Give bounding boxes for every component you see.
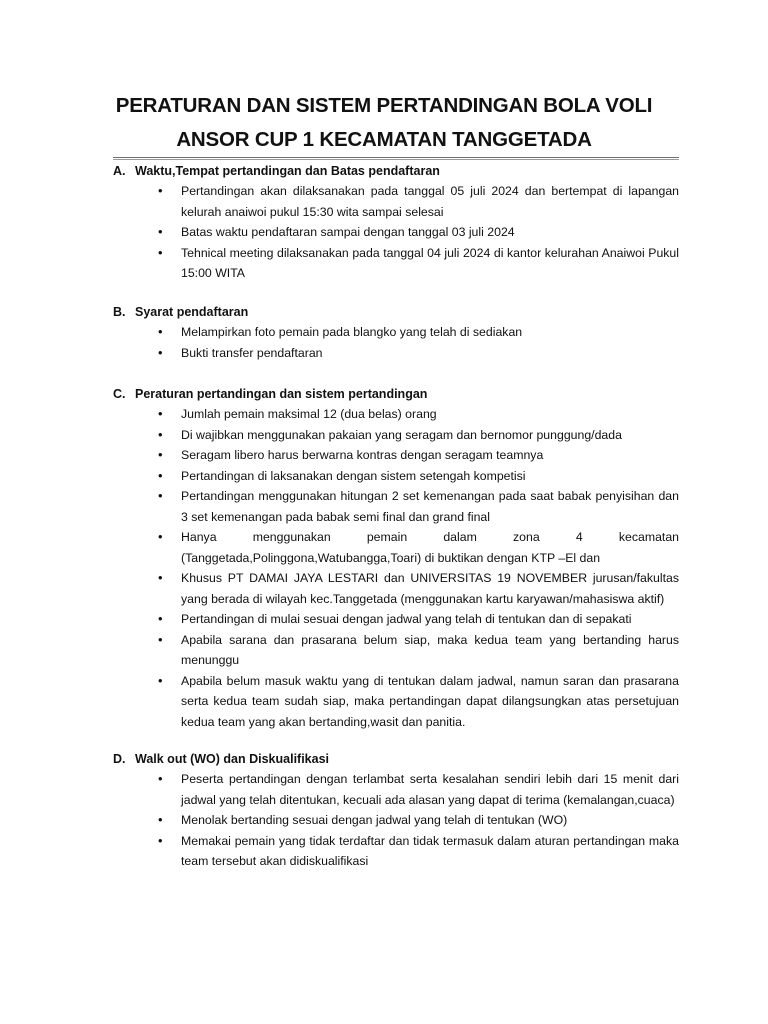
section-b bbox=[0, 302, 768, 363]
bullet-icon: • bbox=[158, 344, 163, 360]
bullet-icon: • bbox=[158, 447, 163, 462]
section-a bbox=[0, 161, 768, 284]
list-item bbox=[0, 404, 679, 425]
section-letter: C. bbox=[113, 387, 126, 401]
list-item-text: Pertandingan menggunakan hitungan 2 set kemenangan pada saat babak penyisihan dan 3 set kemenangan pada babak semi final dan grand final bbox=[181, 489, 679, 524]
list-item bbox=[0, 445, 679, 466]
list-item bbox=[0, 769, 679, 810]
list-item-text: Pertandingan di mulai sesuai dengan jadwal yang telah di tentukan dan di sepakati bbox=[181, 612, 632, 626]
bullet-icon: • bbox=[158, 324, 163, 339]
list-item bbox=[0, 425, 679, 446]
bullet-icon: • bbox=[158, 224, 163, 239]
list-item bbox=[0, 486, 679, 527]
section-d bbox=[0, 749, 768, 872]
bullet-icon: • bbox=[158, 529, 163, 544]
list-item bbox=[0, 810, 679, 831]
list-item-text: Tehnical meeting dilaksanakan pada tanggal 04 juli 2024 di kantor kelurahan Anaiwoi Pukul 15:00 WITA bbox=[181, 245, 679, 280]
list-item bbox=[0, 831, 679, 872]
bullet-icon: • bbox=[158, 406, 163, 421]
section-letter: A. bbox=[113, 164, 126, 178]
bullet-icon: • bbox=[158, 488, 163, 503]
list-item-text: Pertandingan akan dilaksanakan pada tanggal 05 juli 2024 dan bertempat di lapangan kelurah anaiwoi pukul 15:30 wita sampai selesai bbox=[181, 184, 679, 219]
list-item-text: Batas waktu pendaftaran sampai dengan tanggal 03 juli 2024 bbox=[181, 225, 515, 239]
list-item bbox=[0, 322, 679, 343]
section-list bbox=[0, 404, 768, 732]
list-item-text: Apabila sarana dan prasarana belum siap, maka kedua team yang bertanding harus menunggu bbox=[181, 632, 679, 667]
list-item bbox=[0, 671, 679, 733]
bullet-icon: • bbox=[158, 570, 163, 585]
section-letter: D. bbox=[113, 752, 126, 766]
list-item-text: Jumlah pemain maksimal 12 (dua belas) orang bbox=[181, 407, 437, 421]
bullet-icon: • bbox=[158, 832, 163, 848]
list-item-text: Melampirkan foto pemain pada blangko yang telah di sediakan bbox=[181, 325, 523, 339]
section-title: Peraturan pertandingan dan sistem pertandingan bbox=[135, 387, 428, 401]
list-item bbox=[0, 181, 679, 222]
section-title: Syarat pendaftaran bbox=[135, 305, 249, 319]
bullet-icon: • bbox=[158, 244, 163, 260]
section-heading bbox=[0, 384, 768, 404]
section-title: Walk out (WO) dan Diskualifikasi bbox=[135, 752, 330, 766]
list-item bbox=[0, 466, 679, 487]
section-heading bbox=[0, 161, 768, 181]
section-list bbox=[0, 181, 768, 284]
section-list bbox=[0, 322, 768, 363]
bullet-icon: • bbox=[158, 672, 163, 688]
list-item bbox=[0, 222, 679, 243]
list-item-text: Memakai pemain yang tidak terdaftar dan tidak termasuk dalam aturan pertandingan maka team tersebut akan didiskualifikasi bbox=[181, 833, 679, 868]
list-item bbox=[0, 630, 679, 671]
list-item bbox=[0, 568, 679, 609]
section-title: Waktu,Tempat pertandingan dan Batas pendaftaran bbox=[135, 164, 440, 178]
bullet-icon: • bbox=[158, 467, 163, 483]
list-item-text: Peserta pertandingan dengan terlambat serta kesalahan sendiri lebih dari 15 menit dari jadwal yang telah ditentukan, kecuali ada alasan yang dapat di terima (kemalangan,cuaca) bbox=[181, 772, 679, 807]
list-item bbox=[0, 527, 679, 568]
list-item-text: Bukti transfer pendaftaran bbox=[181, 345, 323, 360]
list-item-text: Khusus PT DAMAI JAYA LESTARI dan UNIVERSITAS 19 NOVEMBER jurusan/fakultas yang berada di wilayah kec.Tanggetada (menggunakan kartu karyawan/mahasiswa aktif) bbox=[181, 571, 679, 606]
section-heading bbox=[0, 302, 768, 322]
list-item-text: Hanya menggunakan pemain dalam zona 4 kecamatan (Tanggetada,Polinggona,Watubangga,Toari) di buktikan dengan KTP –El dan bbox=[181, 530, 679, 565]
list-item bbox=[0, 343, 679, 364]
bullet-icon: • bbox=[158, 812, 163, 827]
bullet-icon: • bbox=[158, 631, 163, 647]
section-heading bbox=[0, 749, 768, 769]
bullet-icon: • bbox=[158, 426, 163, 442]
list-item-text: Pertandingan di laksanakan dengan sistem setengah kompetisi bbox=[181, 468, 526, 483]
bullet-icon: • bbox=[158, 183, 163, 198]
list-item-text: Seragam libero harus berwarna kontras dengan seragam teamnya bbox=[181, 448, 544, 462]
list-item bbox=[0, 609, 679, 630]
bullet-icon: • bbox=[158, 771, 163, 786]
section-letter: B. bbox=[113, 305, 126, 319]
document-title-line-1: PERATURAN DAN SISTEM PERTANDINGAN BOLA VOLI bbox=[115, 94, 653, 117]
list-item bbox=[0, 243, 679, 284]
section-c bbox=[0, 384, 768, 732]
list-item-text: Apabila belum masuk waktu yang di tentukan dalam jadwal, namun saran dan prasarana serta kedua team sudah siap, maka pertandingan dapat dilangsungkan atas persetujuan kedua team yang akan bertanding,wasit dan panitia. bbox=[181, 673, 679, 729]
document-title-line-2: ANSOR CUP 1 KECAMATAN TANGGETADA bbox=[176, 128, 592, 151]
list-item-text: Menolak bertanding sesuai dengan jadwal yang telah di tentukan (WO) bbox=[181, 813, 568, 827]
title-divider bbox=[113, 157, 679, 160]
list-item-text: Di wajibkan menggunakan pakaian yang seragam dan bernomor punggung/dada bbox=[181, 427, 622, 442]
bullet-icon: • bbox=[158, 611, 163, 626]
section-list bbox=[0, 769, 768, 872]
